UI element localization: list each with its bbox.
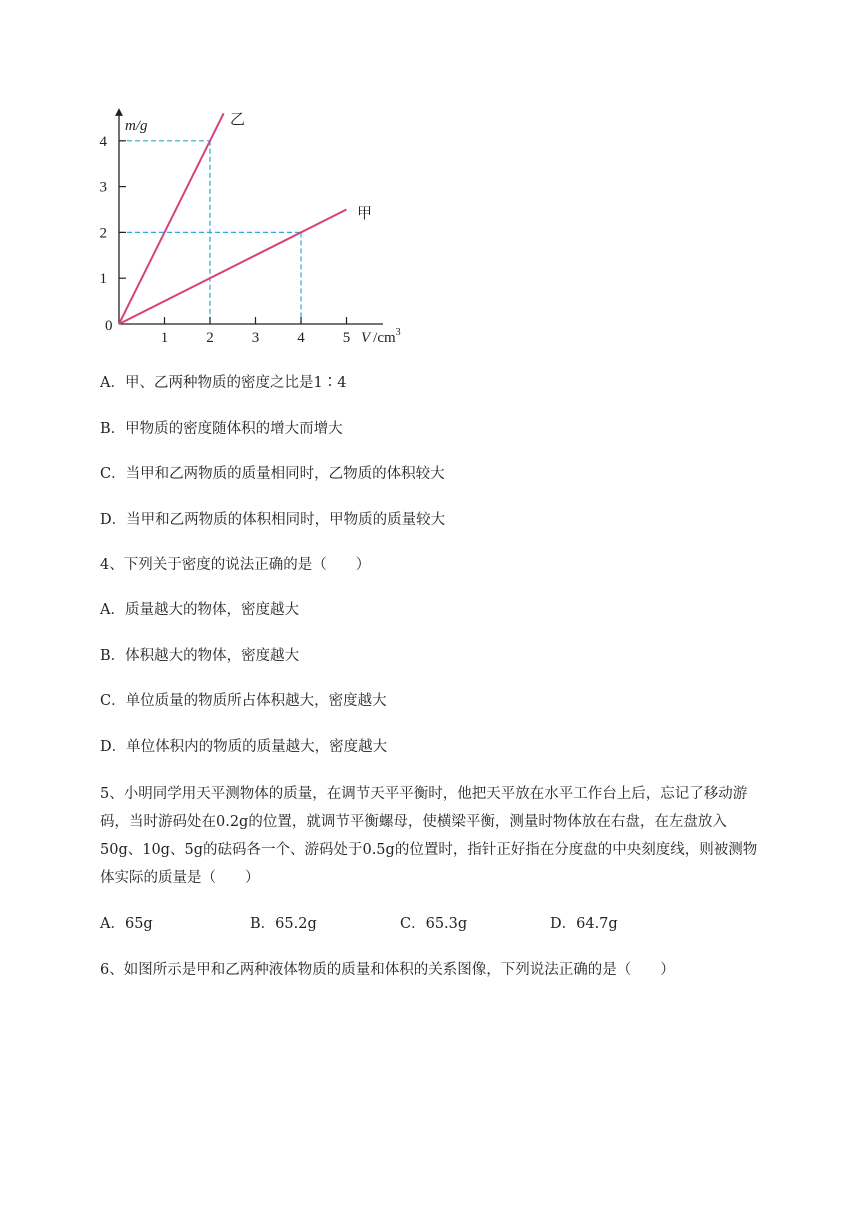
x-axis-unit-exp: 3 bbox=[395, 327, 401, 338]
x-tick-label: 5 bbox=[342, 330, 351, 346]
x-tick-label: 4 bbox=[297, 330, 305, 346]
q5-options bbox=[100, 912, 760, 934]
data-lines bbox=[119, 113, 347, 324]
q4-option-b: B．体积越大的物体，密度越大 bbox=[100, 648, 300, 664]
q5-option-d: D．64.7g bbox=[550, 916, 618, 932]
mass-volume-graph bbox=[95, 100, 425, 350]
q3-option-a: A．甲、乙两种物质的密度之比是1∶4 bbox=[100, 375, 347, 391]
q4-option-c: C．单位质量的物质所占体积越大，密度越大 bbox=[100, 693, 387, 709]
x-tick-label: 3 bbox=[251, 330, 260, 346]
q3-option-d: D．当甲和乙两物质的体积相同时，甲物质的质量较大 bbox=[100, 512, 446, 528]
y-tick-label: 4 bbox=[99, 133, 107, 150]
x-axis-unit: /cm bbox=[373, 330, 396, 346]
origin-label: 0 bbox=[105, 318, 113, 334]
y-axis-label: m/g bbox=[125, 118, 148, 134]
q4-option-a: A．质量越大的物体，密度越大 bbox=[100, 602, 299, 618]
x-axis-label bbox=[361, 327, 401, 346]
q5-option-a: A．65g bbox=[100, 916, 153, 932]
series-label-jia: 甲 bbox=[357, 206, 373, 222]
series-line-yi bbox=[119, 113, 224, 324]
q5-option-b: B．65.2g bbox=[250, 916, 317, 932]
x-tick-label: 2 bbox=[206, 330, 214, 346]
guide-lines bbox=[119, 141, 301, 324]
q6-stem: 6、如图所示是甲和乙两种液体物质的质量和体积的关系图像，下列说法正确的是（ ） bbox=[100, 962, 675, 978]
y-tick-label: 3 bbox=[99, 179, 107, 196]
series-label-yi: 乙 bbox=[230, 112, 246, 128]
q4-stem: 4、下列关于密度的说法正确的是（ ） bbox=[100, 557, 371, 573]
series-line-jia bbox=[119, 210, 347, 325]
x-tick-label: 1 bbox=[160, 330, 169, 346]
q5-option-c: C．65.3g bbox=[400, 916, 468, 932]
q3-option-b: B．甲物质的密度随体积的增大而增大 bbox=[100, 421, 343, 437]
y-tick-label: 2 bbox=[99, 225, 107, 242]
y-tick-label: 1 bbox=[99, 271, 107, 288]
q3-option-c: C．当甲和乙两物质的质量相同时，乙物质的体积较大 bbox=[100, 466, 445, 482]
q4-option-d: D．单位体积内的物质的质量越大，密度越大 bbox=[100, 739, 388, 755]
q5-stem: 5、小明同学用天平测物体的质量，在调节天平平衡时，他把天平放在水平工作台上后，忘记了移动游码，当时游码处在0.2g的位置，就调节平衡螺母，使横梁平衡，测量时物体放在右盘，在左盘放入50g、10g、5g的砝码各一个、游码处于0.5g的位置时，指针正好指在分度盘的中央刻度线，则被测物体实际的质量是（ ） bbox=[100, 786, 758, 886]
x-axis-var: V bbox=[361, 330, 371, 346]
